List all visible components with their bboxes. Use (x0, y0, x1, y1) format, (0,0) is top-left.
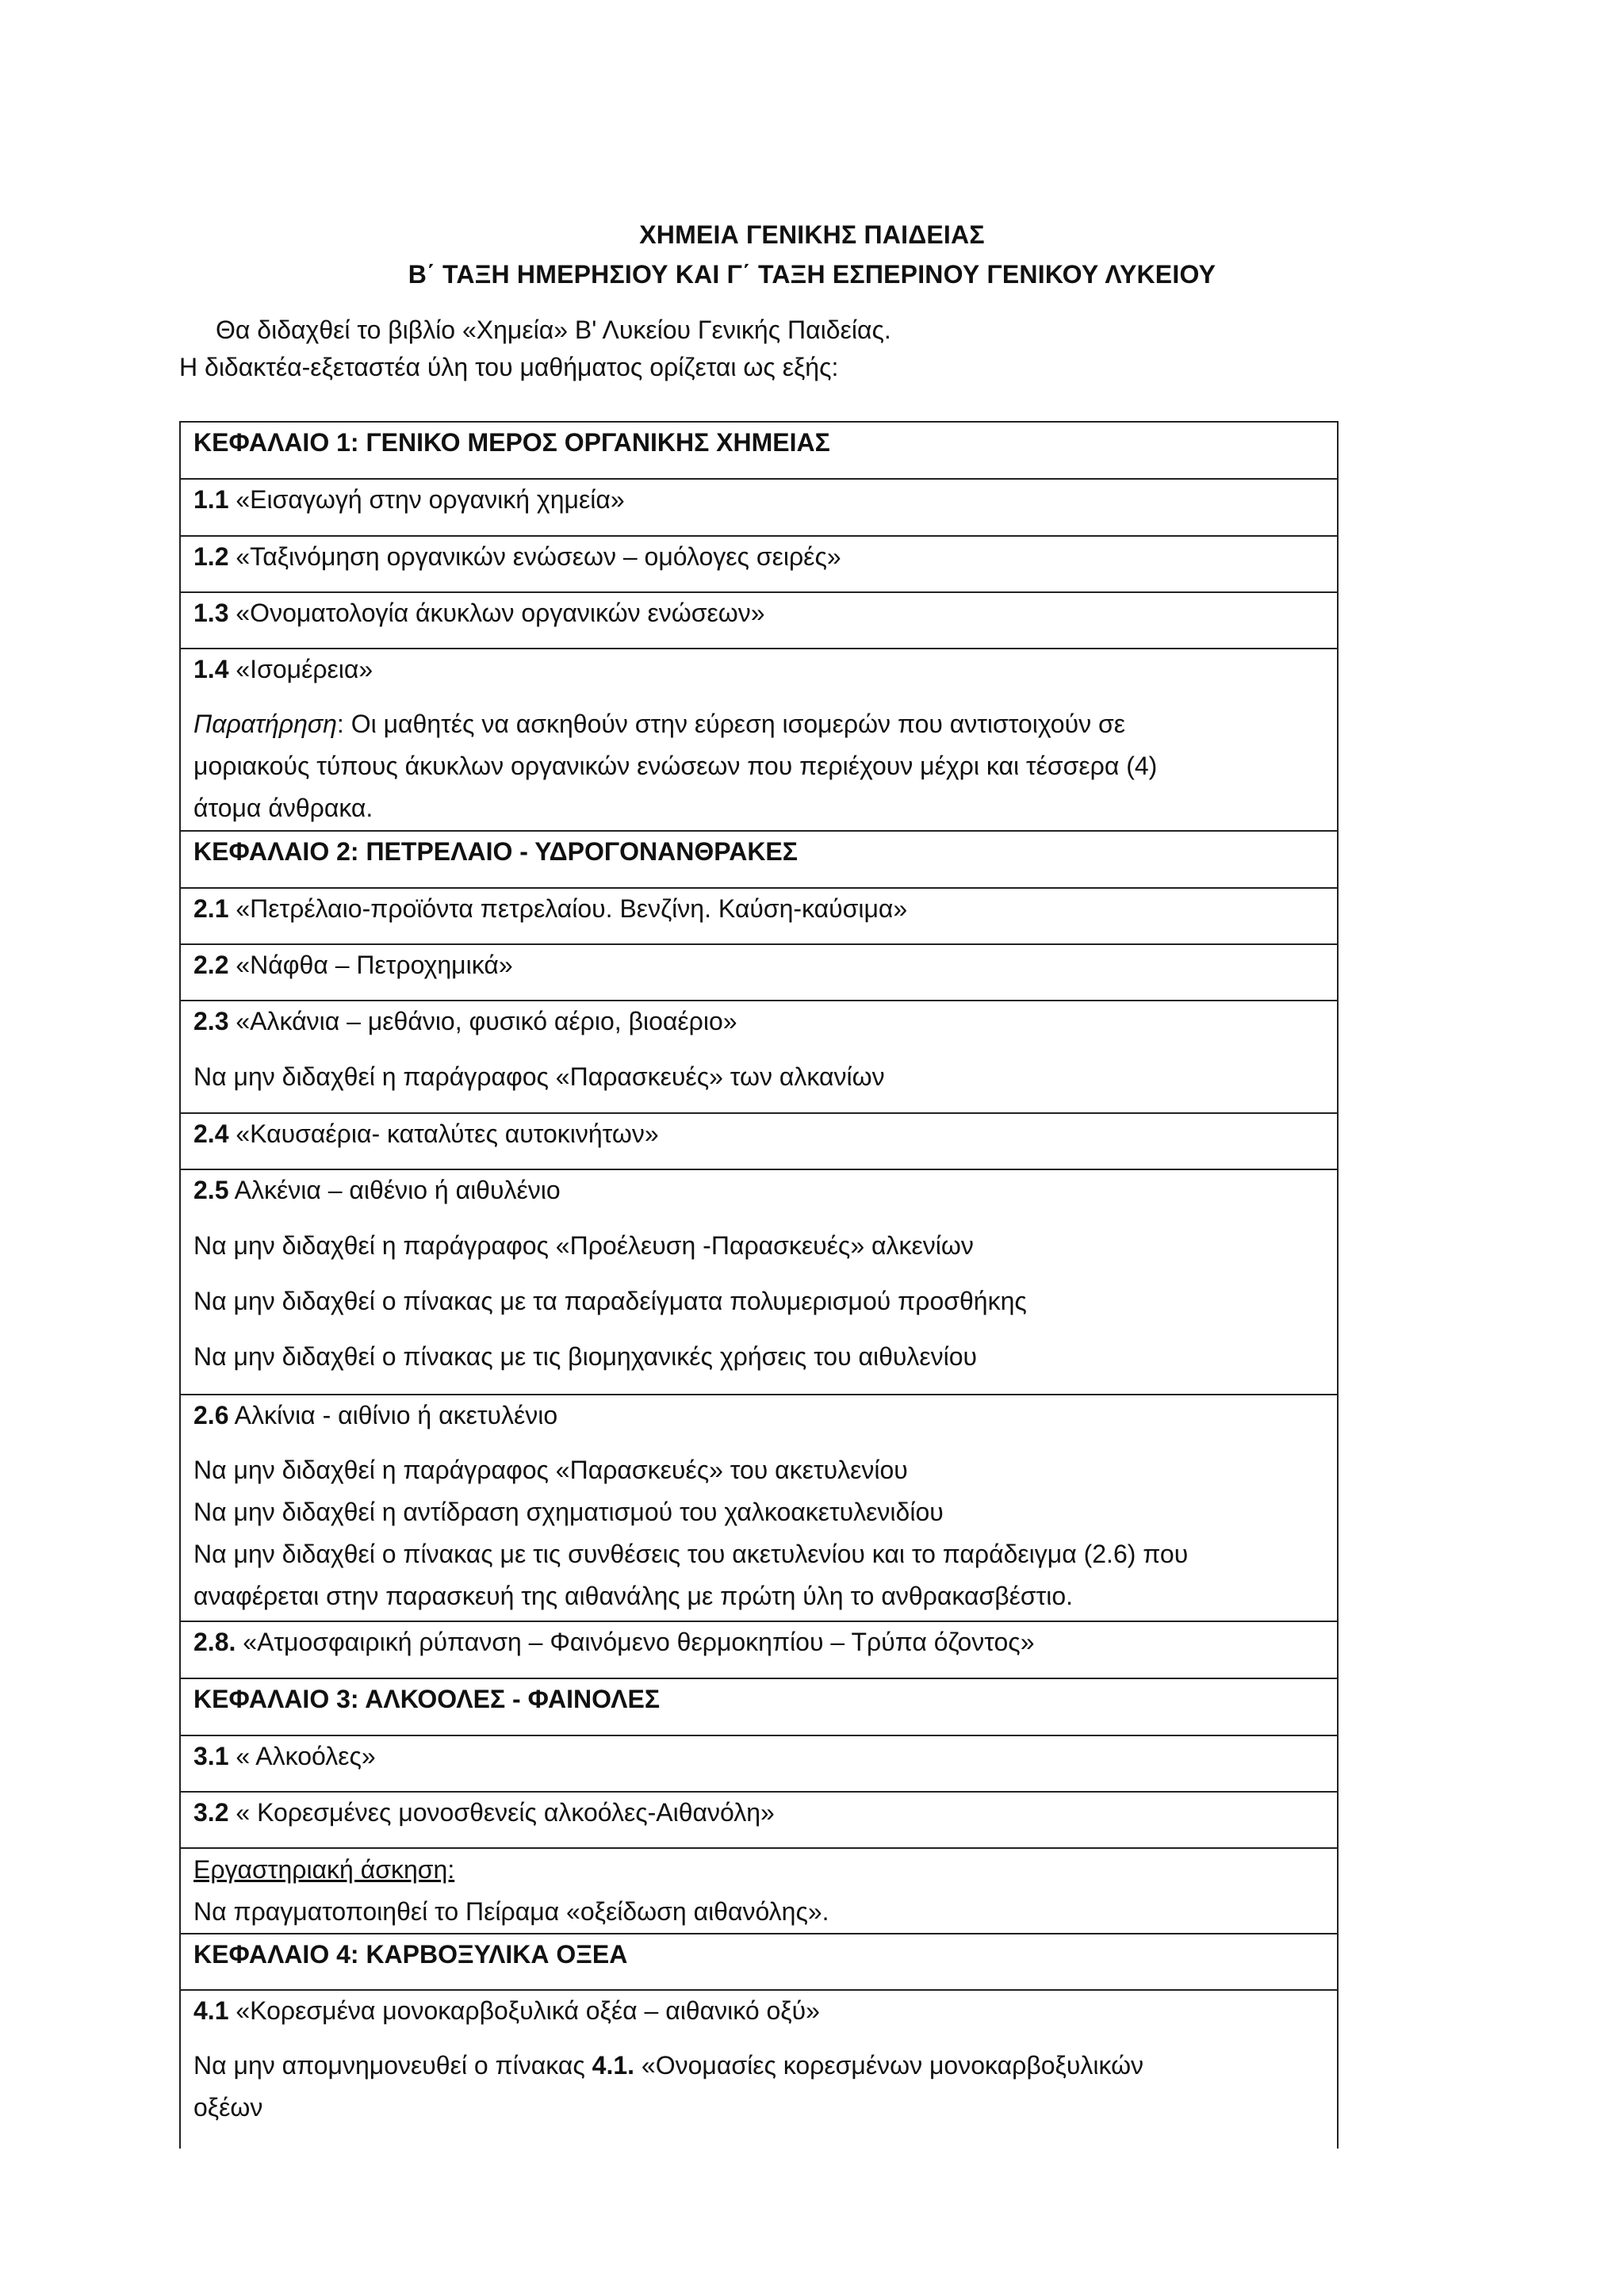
section-number: 3.1 (193, 1742, 229, 1770)
note-text: : Οι μαθητές να ασκηθούν στην εύρεση ισομερών που αντιστοιχούν σε (336, 710, 1125, 738)
section-number: 2.2 (193, 951, 229, 979)
table-row (180, 422, 1338, 479)
section-title: «Ονοματολογία άκυκλων οργανικών ενώσεων» (228, 599, 765, 627)
section-title: «Ατμοσφαιρική ρύπανση – Φαινόμενο θερμοκηπίου – Τρύπα όζοντος» (236, 1628, 1035, 1656)
note-text: Να μην διδαχθεί ο πίνακας με τα παραδείγματα πολυμερισμού προσθήκης (193, 1287, 1027, 1315)
note-text: άτομα άνθρακα. (193, 794, 373, 822)
section-cell (180, 1621, 1338, 1678)
section-number: 1.4 (193, 655, 229, 683)
section-number: 1.1 (193, 485, 229, 514)
lab-exercise-label: Εργαστηριακή άσκηση: (193, 1855, 455, 1884)
section-title: «Καυσαέρια- καταλύτες αυτοκινήτων» (228, 1119, 659, 1148)
note-text: Να μην διδαχθεί η παράγραφος «Προέλευση -Παρασκευές» αλκενίων (193, 1231, 974, 1260)
section-title: «Ταξινόμηση οργανικών ενώσεων – ομόλογες σειρές» (228, 542, 841, 571)
table-row (180, 1001, 1338, 1113)
section-title: «Πετρέλαιο-προϊόντα πετρελαίου. Βενζίνη. Καύση-καύσιμα» (228, 894, 908, 923)
section-cell (180, 479, 1338, 536)
section-cell (180, 1169, 1338, 1395)
section-number: 2.4 (193, 1119, 229, 1148)
section-title: «Εισαγωγή στην οργανική χημεία» (228, 485, 625, 514)
section-number: 2.8. (193, 1628, 236, 1656)
note-text: «Ονομασίες κορεσμένων μονοκαρβοξυλικών (634, 2051, 1144, 2080)
syllabus-table (179, 421, 1339, 2149)
lab-exercise-cell (180, 1848, 1338, 1934)
section-title: « Κορεσμένες μονοσθενείς αλκοόλες-Αιθανόλη» (228, 1798, 775, 1827)
section-number: 4.1 (193, 1996, 229, 2025)
section-cell (180, 1735, 1338, 1792)
table-row (180, 1169, 1338, 1395)
table-row (180, 1395, 1338, 1621)
section-cell (180, 944, 1338, 1001)
section-title: «Κορεσμένα μονοκαρβοξυλικά οξέα – αιθανικό οξύ» (228, 1996, 820, 2025)
chapter-heading: ΚΕΦΑΛΑΙΟ 2: ΠΕΤΡΕΛΑΙΟ - ΥΔΡΟΓΟΝΑΝΘΡΑΚΕΣ (180, 831, 1338, 888)
table-row (180, 1848, 1338, 1934)
chapter-heading: ΚΕΦΑΛΑΙΟ 1: ΓΕΝΙΚΟ ΜΕΡΟΣ ΟΡΓΑΝΙΚΗΣ ΧΗΜΕΙΑΣ (180, 422, 1338, 479)
table-row (180, 592, 1338, 649)
section-cell (180, 649, 1338, 831)
note-text: Να μην διδαχθεί η παράγραφος «Παρασκευές» των αλκανίων (193, 1062, 885, 1091)
note-text: Να μην διδαχθεί ο πίνακας με τις συνθέσεις του ακετυλενίου και το παράδειγμα (2.6) που (193, 1540, 1189, 1568)
table-row (180, 479, 1338, 536)
table-row (180, 888, 1338, 944)
section-number: 1.2 (193, 542, 229, 571)
section-title: «Νάφθα – Πετροχημικά» (228, 951, 513, 979)
section-cell (180, 1990, 1338, 2149)
section-cell (180, 888, 1338, 944)
section-number: 2.3 (193, 1007, 229, 1035)
table-row (180, 831, 1338, 888)
note-label: Παρατήρηση (193, 710, 337, 738)
section-cell (180, 1395, 1338, 1621)
table-row (180, 649, 1338, 831)
section-number: 1.3 (193, 599, 229, 627)
section-cell (180, 1113, 1338, 1169)
document-title: ΧΗΜΕΙΑ ΓΕΝΙΚΗΣ ΠΑΙΔΕΙΑΣ (639, 220, 985, 249)
table-row (180, 944, 1338, 1001)
section-number: 2.6 (193, 1401, 229, 1429)
table-row (180, 1113, 1338, 1169)
note-text: Να μην διδαχθεί η παράγραφος «Παρασκευές» του ακετυλενίου (193, 1456, 908, 1484)
table-row (180, 1678, 1338, 1735)
section-title: Αλκένια – αιθένιο ή αιθυλένιο (228, 1176, 561, 1204)
section-cell (180, 1001, 1338, 1113)
section-number: 2.5 (193, 1176, 229, 1204)
note-text: Να μην απομνημονευθεί ο πίνακας (193, 2051, 592, 2080)
section-cell (180, 592, 1338, 649)
section-title: Αλκίνια - αιθίνιο ή ακετυλένιο (228, 1401, 558, 1429)
table-row (180, 1735, 1338, 1792)
table-row (180, 1792, 1338, 1848)
note-text: οξέων (193, 2093, 263, 2122)
table-row (180, 536, 1338, 592)
note-text: Να μην διδαχθεί η αντίδραση σχηματισμού του χαλκοακετυλενιδίου (193, 1498, 944, 1526)
section-title: «Αλκάνια – μεθάνιο, φυσικό αέριο, βιοαέριο» (228, 1007, 737, 1035)
section-number: 3.2 (193, 1798, 229, 1827)
table-row (180, 1990, 1338, 2149)
section-title: «Ισομέρεια» (228, 655, 373, 683)
section-cell (180, 536, 1338, 592)
note-text: Να μην διδαχθεί ο πίνακας με τις βιομηχανικές χρήσεις του αιθυλενίου (193, 1342, 978, 1371)
table-reference-number: 4.1. (592, 2051, 635, 2080)
chapter-heading: ΚΕΦΑΛΑΙΟ 4: ΚΑΡΒΟΞΥΛΙΚΑ ΟΞΕΑ (180, 1934, 1338, 1990)
note-text: μοριακούς τύπους άκυκλων οργανικών ενώσεων που περιέχουν μέχρι και τέσσερα (4) (193, 752, 1158, 780)
intro-line-2: Η διδακτέα-εξεταστέα ύλη του μαθήματος ορίζεται ως εξής: (179, 353, 839, 381)
table-row (180, 1621, 1338, 1678)
note-text: αναφέρεται στην παρασκευή της αιθανάλης με πρώτη ύλη το ανθρακασβέστιο. (193, 1582, 1074, 1610)
document-subtitle: Β΄ ΤΑΞΗ ΗΜΕΡΗΣΙΟΥ ΚΑΙ Γ΄ ΤΑΞΗ ΕΣΠΕΡΙΝΟΥ ΓΕΝΙΚΟΥ ΛΥΚΕΙΟΥ (408, 260, 1216, 289)
section-cell (180, 1792, 1338, 1848)
table-row (180, 1934, 1338, 1990)
section-number: 2.1 (193, 894, 229, 923)
intro-line-1: Θα διδαχθεί το βιβλίο «Χημεία» Β' Λυκείου Γενικής Παιδείας. (216, 316, 891, 344)
section-title: « Αλκοόλες» (228, 1742, 376, 1770)
chapter-heading: ΚΕΦΑΛΑΙΟ 3: ΑΛΚΟΟΛΕΣ - ΦΑΙΝΟΛΕΣ (180, 1678, 1338, 1735)
lab-exercise-text: Να πραγματοποιηθεί το Πείραμα «οξείδωση αιθανόλης». (193, 1897, 829, 1926)
